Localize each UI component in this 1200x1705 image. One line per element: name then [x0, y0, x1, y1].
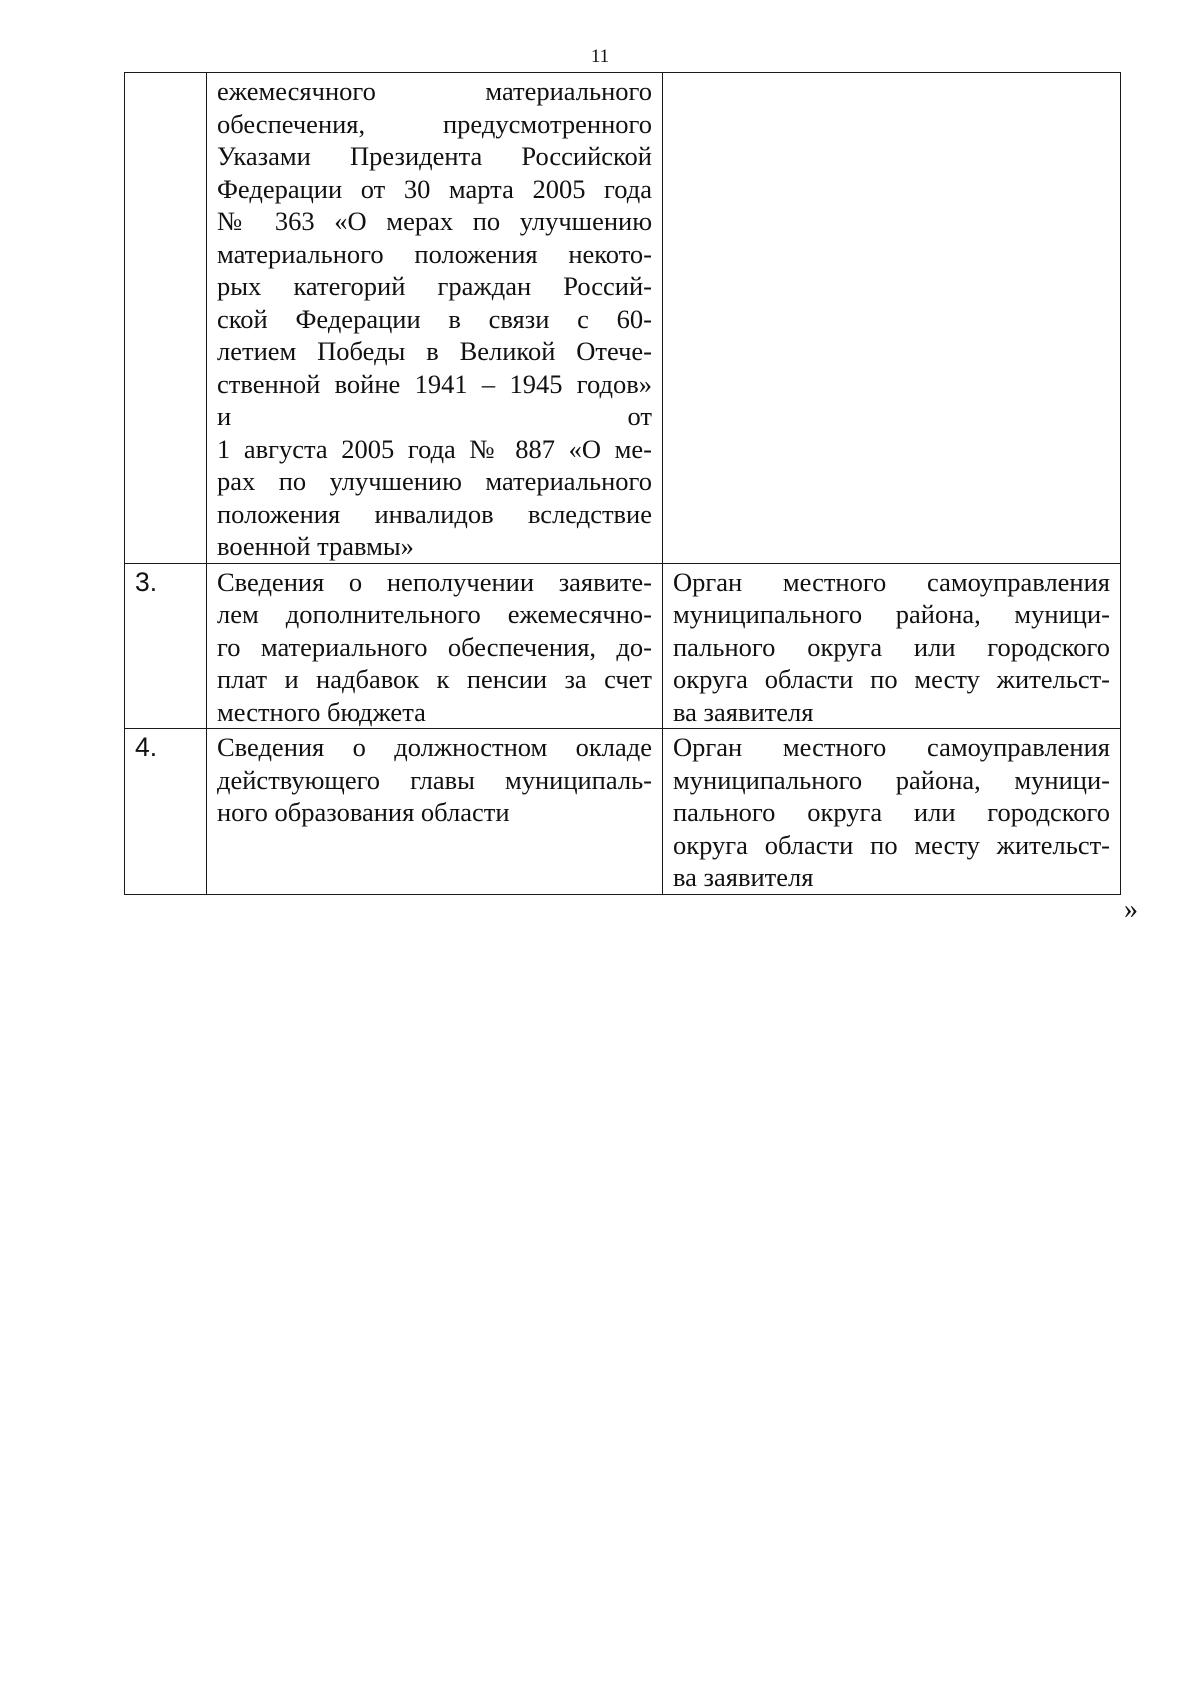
table-row — [125, 563, 1121, 729]
text-line: ежемесячного материального — [217, 76, 652, 106]
closing-quote: » — [1124, 894, 1138, 925]
document-table — [124, 72, 1121, 895]
text-line: го материального обеспечения, до- — [217, 631, 652, 662]
text-line: ва заявителя — [673, 862, 814, 892]
text-line: лем дополнительного ежемесячно- — [217, 599, 652, 629]
text-line: пального округа или городского — [673, 631, 1110, 662]
organ-cell — [663, 563, 1121, 729]
organ-cell — [663, 729, 1121, 895]
text-line: ской Федерации в связи с 60- — [217, 303, 652, 334]
description-cell — [207, 563, 663, 729]
text-line: округа области по месту жительст- — [673, 829, 1110, 860]
text-line: ва заявителя — [673, 696, 814, 727]
text-line: Орган местного самоуправления — [673, 732, 1110, 762]
text-line: округа области по месту жительст- — [673, 664, 1110, 694]
text-line: Сведения о должностном окладе — [217, 732, 652, 762]
text-line: действующего главы муниципаль- — [217, 764, 652, 795]
row-number-cell — [125, 73, 207, 564]
text-line: Сведения о неполучении заявите- — [217, 566, 652, 597]
text-line: материального положения некото- — [217, 238, 652, 269]
table-row — [125, 73, 1121, 564]
text-line: ственной войне 1941 – 1945 годов» — [217, 368, 652, 399]
text-line: Федерации от 30 марта 2005 года — [217, 173, 652, 204]
text-line: ного образования области — [217, 797, 510, 827]
page-number: 11 — [590, 46, 610, 67]
text-line: Орган местного самоуправления — [673, 566, 1110, 597]
row-number-cell: 3. — [125, 563, 207, 729]
text-line: № 363 «О мерах по улучшению — [217, 206, 652, 236]
text-line: летием Победы в Великой Отече- — [217, 336, 652, 366]
text-line: обеспечения, предусмотренного — [217, 108, 652, 139]
text-line: Указами Президента Российской — [217, 141, 652, 171]
description-cell — [207, 729, 663, 895]
text-line: муниципального района, муници- — [673, 599, 1110, 629]
text-line: плат и надбавок к пенсии за счет — [217, 664, 652, 694]
text-line: рых категорий граждан Россий- — [217, 271, 652, 301]
row-number-cell: 4. — [125, 729, 207, 895]
text-line: военной травмы» — [217, 531, 414, 561]
organ-cell — [663, 73, 1121, 564]
table-row — [125, 729, 1121, 895]
text-line: муниципального района, муници- — [673, 764, 1110, 795]
text-line: и от — [217, 401, 652, 431]
description-cell — [207, 73, 663, 564]
text-line: положения инвалидов вследствие — [217, 498, 652, 529]
text-line: пального округа или городского — [673, 797, 1110, 827]
text-line: 1 августа 2005 года № 887 «О ме- — [217, 433, 652, 464]
text-line: местного бюджета — [217, 696, 426, 727]
text-line: рах по улучшению материального — [217, 466, 652, 496]
